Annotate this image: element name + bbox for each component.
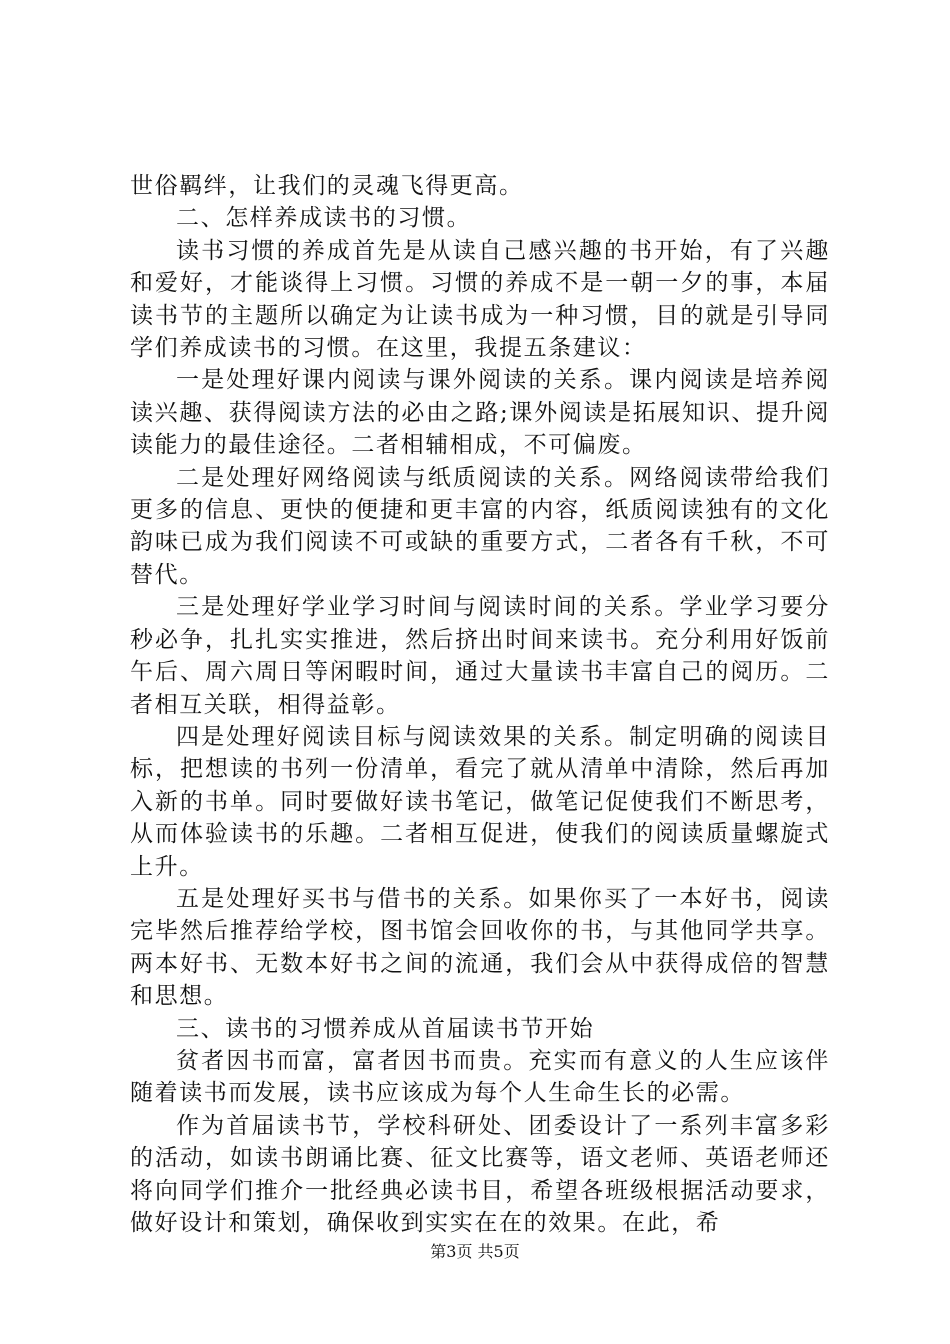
- paragraph: 贫者因书而富，富者因书而贵。充实而有意义的人生应该伴随着读书而发展，读书应该成为每个人生命生长的必需。: [130, 1047, 830, 1107]
- paragraph-suggestion-4: 四是处理好阅读目标与阅读效果的关系。制定明确的阅读目标，把想读的书列一份清单，看完了就从清单中清除，然后再加入新的书单。同时要做好读书笔记，做笔记促使我们不断思考，从而体验读书的乐趣。二者相互促进，使我们的阅读质量螺旋式上升。: [130, 723, 830, 880]
- paragraph-continuation: 世俗羁绊，让我们的灵魂飞得更高。: [130, 173, 524, 199]
- page-number-footer: 第3页 共5页: [430, 1242, 520, 1261]
- paragraph-suggestion-1: 一是处理好课内阅读与课外阅读的关系。课内阅读是培养阅读兴趣、获得阅读方法的必由之路;课外阅读是拓展知识、提升阅读能力的最佳途径。二者相辅相成，不可偏废。: [130, 367, 830, 459]
- paragraph: 作为首届读书节，学校科研处、团委设计了一系列丰富多彩的活动，如读书朗诵比赛、征文比赛等，语文老师、英语老师还将向同学们推介一批经典必读书目，希望各班级根据活动要求，做好设计和策划，确保收到实实在在的效果。在此，希: [130, 1112, 830, 1236]
- paragraph: 读书习惯的养成首先是从读自己感兴趣的书开始，有了兴趣和爱好，才能谈得上习惯。习惯的养成不是一朝一夕的事，本届读书节的主题所以确定为让读书成为一种习惯，目的就是引导同学们养成读书的习惯。在这里，我提五条建议：: [130, 237, 830, 362]
- document-body: [130, 170, 830, 1239]
- section-heading-3: 三、读书的习惯养成从首届读书节开始: [176, 1015, 595, 1042]
- paragraph-suggestion-3: 三是处理好学业学习时间与阅读时间的关系。学业学习要分秒必争，扎扎实实推进，然后挤出时间来读书。充分利用好饭前午后、周六周日等闲暇时间，通过大量读书丰富自己的阅历。二者相互关联，相得益彰。: [130, 594, 830, 718]
- section-heading-2: 二、怎样养成读书的习惯。: [176, 205, 472, 232]
- paragraph-suggestion-5: 五是处理好买书与借书的关系。如果你买了一本好书，阅读完毕然后推荐给学校，图书馆会回收你的书，与其他同学共享。两本好书、无数本好书之间的流通，我们会从中获得成倍的智慧和思想。: [130, 885, 830, 1010]
- paragraph-suggestion-2: 二是处理好网络阅读与纸质阅读的关系。网络阅读带给我们更多的信息、更快的便捷和更丰富的内容，纸质阅读独有的文化韵味已成为我们阅读不可或缺的重要方式，二者各有千秋，不可替代。: [130, 464, 830, 588]
